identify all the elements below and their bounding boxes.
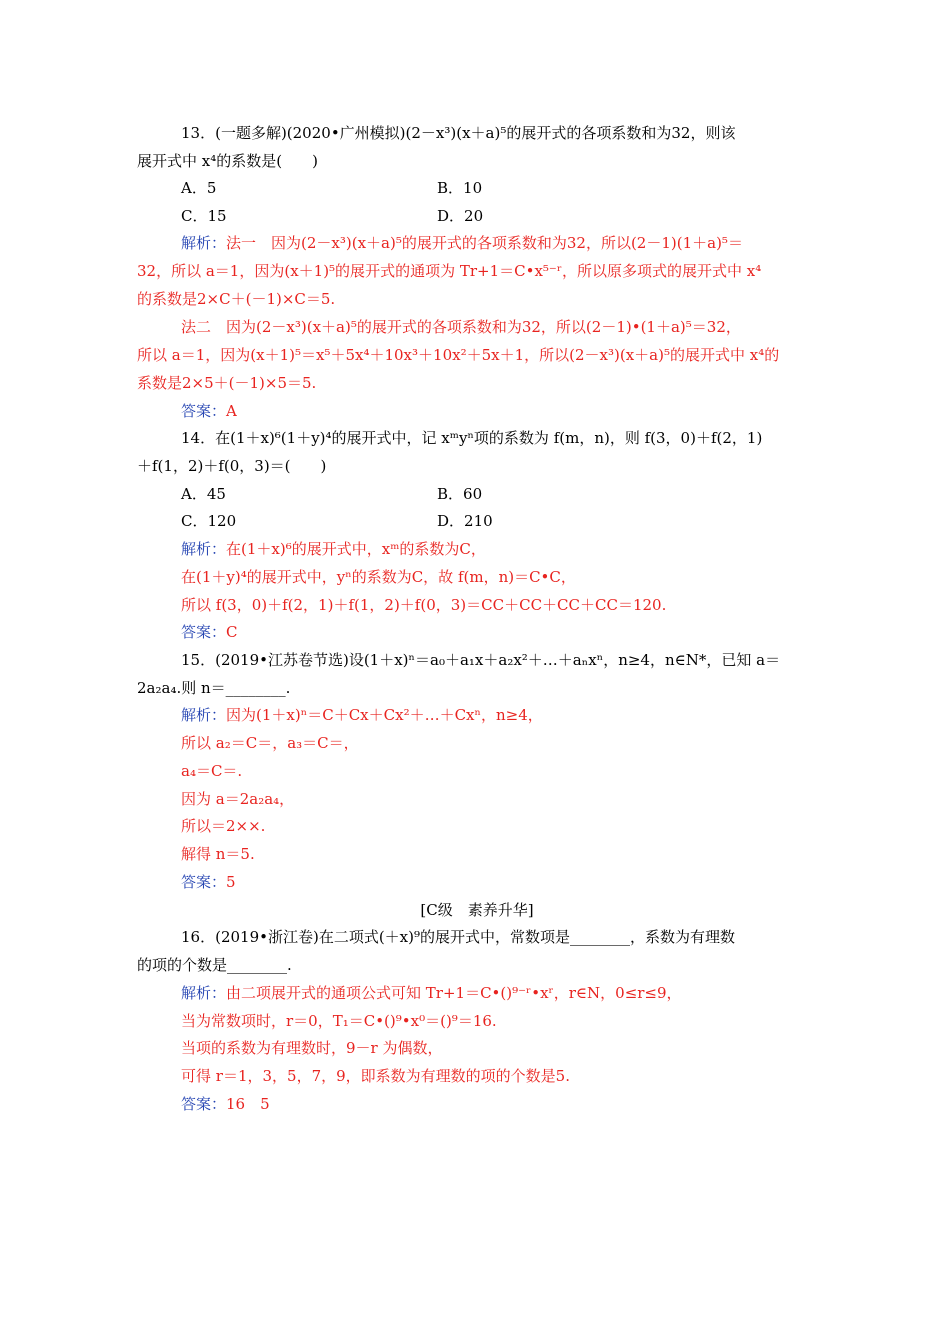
q15-solution-label: 解析： [181,706,227,724]
q15-solution-line6: 解得 n＝5. [181,845,255,863]
q16-solution-line4: 可得 r＝1，3，5，7，9，即系数为有理数的项的个数是5. [181,1067,570,1085]
q13-option-c: C．15 [181,207,227,225]
q14-solution-label: 解析： [181,540,227,558]
q16-solution-label: 解析： [181,984,227,1002]
q16-solution-text1: 由二项展开式的通项公式可知 Tr+1＝C•()⁹⁻ʳ•xʳ，r∈N，0≤r≤9， [226,984,682,1002]
q15-answer-label: 答案： [181,873,227,891]
q14-solution-line2: 在(1＋y)⁴的展开式中，yⁿ的系数为C，故 f(m，n)＝C•C， [181,568,576,586]
q13-answer-label: 答案： [181,402,227,420]
q14-stem-line1: 14．在(1＋x)⁶(1＋y)⁴的展开式中，记 xᵐyⁿ项的系数为 f(m，n)，则 f(3，0)＋f(2，1) [181,429,763,447]
q14-solution-text1: 在(1＋x)⁶的展开式中，xᵐ的系数为C， [226,540,486,558]
q13-solution-label: 解析： [181,234,227,252]
q14-answer-value: C [226,623,238,641]
q16-answer-value: 16 5 [226,1095,270,1113]
q16-solution-line2: 当为常数项时，r＝0，T₁＝C•()⁹•x⁰＝()⁹＝16. [181,1012,497,1030]
q15-solution-line5: 所以＝2××. [181,817,266,835]
q14-option-b: B．60 [437,485,483,503]
q15-stem-line2: 2a₂a₄.则 n＝________. [137,679,291,697]
q16-stem-line2: 的项的个数是________. [137,956,292,974]
q15-solution-line4: 因为 a＝2a₂a₄， [181,790,295,808]
q15-solution-text1: 因为(1＋x)ⁿ＝C＋Cx＋Cx²＋…＋Cxⁿ，n≥4， [226,706,543,724]
q13-solution-line1 [181,232,743,254]
q13-option-d: D．20 [437,207,484,225]
q13-answer [181,400,237,422]
q16-solution-line3: 当项的系数为有理数时，9－r 为偶数， [181,1039,443,1057]
q13-solution-line4: 法二 因为(2－x³)(x＋a)⁵的展开式的各项系数和为32，所以(2－1)•(1＋a)⁵＝32， [181,318,741,336]
q15-answer-value: 5 [226,873,236,891]
q14-solution-line1 [181,538,486,560]
q13-solution-line6: 系数是2×5＋(－1)×5＝5. [137,374,317,392]
q13-solution-text1: 法一 因为(2－x³)(x＋a)⁵的展开式的各项系数和为32，所以(2－1)(1＋a)⁵＝ [226,234,743,252]
q14-option-d: D．210 [437,512,493,530]
q14-answer [181,621,238,643]
q14-answer-label: 答案： [181,623,227,641]
q13-solution-line2: 32，所以 a＝1，因为(x＋1)⁵的展开式的通项为 Tr+1＝C•x⁵⁻ʳ，所以原多项式的展开式中 x⁴ [137,262,762,280]
q14-solution-line3: 所以 f(3，0)＋f(2，1)＋f(1，2)＋f(0，3)＝CC＋CC＋CC＋CC＝120. [181,596,667,614]
q16-solution-line1 [181,982,682,1004]
q16-stem-line1: 16．(2019•浙江卷)在二项式(＋x)⁹的展开式中，常数项是________，系数为有理数 [181,928,735,946]
q13-answer-value: A [226,402,237,420]
q16-answer [181,1093,270,1115]
q15-solution-line3: a₄＝C＝. [181,762,243,780]
q14-option-a: A．45 [181,485,226,503]
q13-solution-line5: 所以 a＝1，因为(x＋1)⁵＝x⁵＋5x⁴＋10x³＋10x²＋5x＋1，所以(2－x³)(x＋a)⁵的展开式中 x⁴的 [137,346,780,364]
q13-stem-line2: 展开式中 x⁴的系数是( ) [137,152,318,170]
q14-option-c: C．120 [181,512,237,530]
q15-solution-line1 [181,704,543,726]
q13-option-a: A．5 [181,179,217,197]
q13-option-b: B．10 [437,179,483,197]
q15-solution-line2: 所以 a₂＝C＝，a₃＝C＝， [181,734,359,752]
q15-stem-line1: 15．(2019•江苏卷节选)设(1＋x)ⁿ＝a₀＋a₁x＋a₂x²＋…＋aₙxⁿ，n≥4，n∈N*，已知 a＝ [181,651,781,669]
q15-answer [181,871,236,893]
q13-stem-line1: 13．(一题多解)(2020•广州模拟)(2－x³)(x＋a)⁵的展开式的各项系数和为32，则该 [181,124,736,142]
q13-solution-line3: 的系数是2×C＋(－1)×C＝5. [137,290,336,308]
q14-stem-line2: ＋f(1，2)＋f(0，3)＝( ) [137,457,327,475]
q16-answer-label: 答案： [181,1095,227,1113]
section-heading: [C级 素养升华] [420,901,534,919]
